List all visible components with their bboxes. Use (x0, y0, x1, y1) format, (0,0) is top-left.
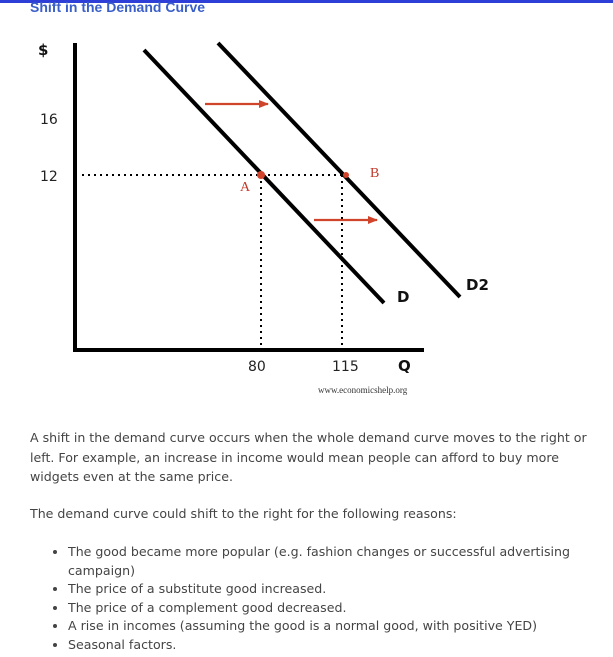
page-title: Shift in the Demand Curve (30, 0, 206, 15)
intro-paragraph: A shift in the demand curve occurs when the whole demand curve moves to the right or left. For example, an increase in income would mean people can afford to buy more widgets even at the same price. (30, 430, 587, 484)
point-b-marker (343, 172, 349, 178)
y-axis-label: $ (38, 41, 49, 59)
reasons-list (30, 543, 590, 654)
list-item: • The good became more popular (e.g. fashion changes or successful advertising campaign) (68, 543, 590, 580)
x-tick-80: 80 (248, 359, 266, 375)
list-item: • The price of a substitute good increased. (68, 580, 590, 599)
source-credit: www.economicshelp.org (318, 385, 408, 395)
y-tick-16: 16 (40, 112, 58, 128)
x-axis-label: Q (398, 357, 411, 375)
point-label-a: A (240, 180, 251, 195)
curve-label-d: D (397, 288, 410, 306)
list-item: • Seasonal factors. (68, 636, 590, 655)
curve-label-d2: D2 (466, 276, 489, 294)
reasons-intro-paragraph: The demand curve could shift to the right for the following reasons: (30, 505, 457, 521)
demand-curve-d2 (218, 43, 460, 297)
list-item: • A rise in incomes (assuming the good is a normal good, with positive YED) (68, 617, 590, 636)
x-tick-115: 115 (332, 359, 359, 375)
list-item: • The price of a complement good decreased. (68, 599, 590, 618)
y-tick-12: 12 (40, 169, 58, 185)
point-a-marker (257, 171, 265, 179)
point-label-b: B (370, 166, 380, 181)
article-body (30, 428, 590, 654)
